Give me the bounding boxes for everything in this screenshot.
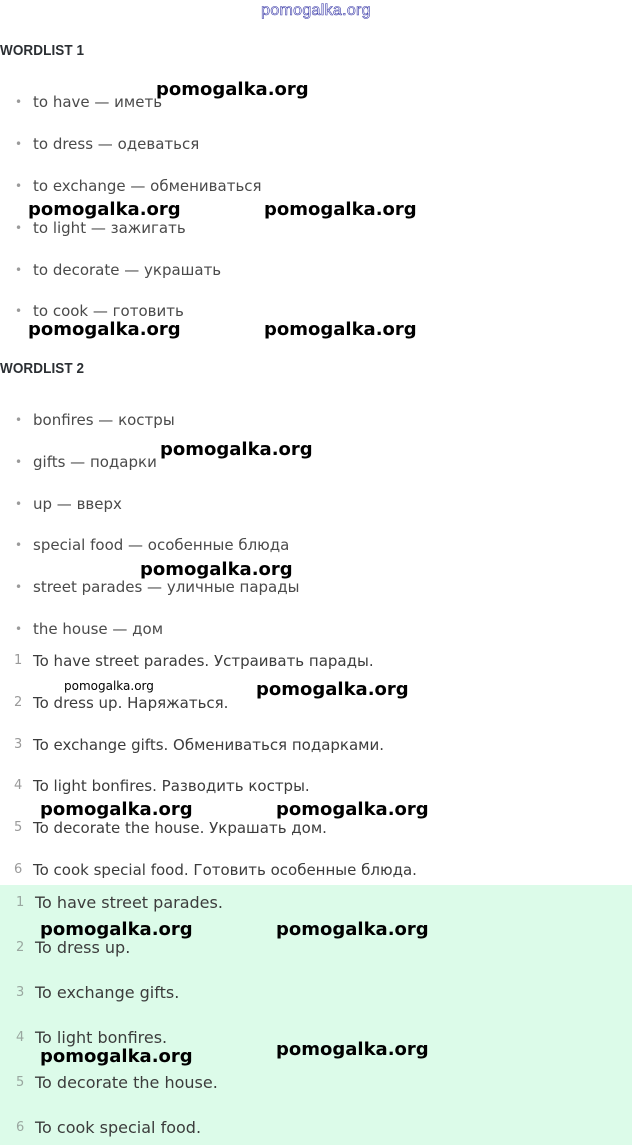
watermark: pomogalka.org <box>156 79 309 100</box>
wordlist-2-item-text: the house — дом <box>33 620 164 638</box>
sentence-number: 5 <box>14 820 23 835</box>
wordlist-2-item-text: gifts — подарки <box>33 453 157 471</box>
watermark: pomogalka.org <box>276 1039 429 1060</box>
watermark: pomogalka.org <box>28 199 181 220</box>
watermark: pomogalka.org <box>264 199 417 220</box>
answer-number: 4 <box>16 1030 25 1045</box>
watermark: pomogalka.org <box>160 439 313 460</box>
sentence-text: To exchange gifts. Обмениваться подарками. <box>33 736 385 754</box>
sentence-text: To decorate the house. Украшать дом. <box>33 819 327 837</box>
watermark: pomogalka.org <box>276 799 429 820</box>
wordlist-2-item-text: special food — особенные блюда <box>33 536 290 554</box>
bullet-icon: • <box>15 580 23 594</box>
answer-text: To exchange gifts. <box>35 983 180 1002</box>
wordlist-1-heading: WORDLIST 1 <box>0 42 85 59</box>
sentence-text: To dress up. Наряжаться. <box>33 694 229 712</box>
answer-text: To cook special food. <box>35 1118 202 1137</box>
bullet-icon: • <box>15 622 23 636</box>
bullet-icon: • <box>15 304 23 318</box>
sentence-number: 3 <box>14 737 23 752</box>
bullet-icon: • <box>15 263 23 277</box>
answer-number: 3 <box>16 985 25 1000</box>
bullet-icon: • <box>15 455 23 469</box>
bullet-icon: • <box>15 221 23 235</box>
watermark: pomogalka.org <box>140 559 293 580</box>
wordlist-1-item-text: to decorate — украшать <box>33 261 222 279</box>
answer-text: To dress up. <box>35 938 131 957</box>
answer-text: To decorate the house. <box>35 1073 218 1092</box>
watermark: pomogalka.org <box>40 799 193 820</box>
sentence-number: 2 <box>14 695 23 710</box>
wordlist-1-item-text: to exchange — обмениваться <box>33 177 262 195</box>
bullet-icon: • <box>15 538 23 552</box>
watermark: pomogalka.org <box>256 679 409 700</box>
sentence-number: 6 <box>14 862 23 877</box>
answer-text: To light bonfires. <box>35 1028 168 1047</box>
wordlist-2-item-text: bonfires — костры <box>33 411 175 429</box>
site-header-link[interactable]: pomogalka.org <box>261 2 371 19</box>
bullet-icon: • <box>15 95 23 109</box>
sentence-text: To light bonfires. Разводить костры. <box>33 777 310 795</box>
answer-text: To have street parades. <box>35 893 223 912</box>
answer-number: 5 <box>16 1075 25 1090</box>
wordlist-2-heading: WORDLIST 2 <box>0 360 85 377</box>
wordlist-1-item-text: to light — зажигать <box>33 219 186 237</box>
watermark: pomogalka.org <box>28 319 181 340</box>
bullet-icon: • <box>15 137 23 151</box>
wordlist-1-item-text: to dress — одеваться <box>33 135 200 153</box>
sentence-number: 4 <box>14 778 23 793</box>
answer-number: 1 <box>16 895 25 910</box>
answer-number: 2 <box>16 940 25 955</box>
watermark: pomogalka.org <box>264 319 417 340</box>
sentence-number: 1 <box>14 653 23 668</box>
watermark: pomogalka.org <box>276 919 429 940</box>
bullet-icon: • <box>15 179 23 193</box>
wordlist-2-item-text: up — вверх <box>33 495 122 513</box>
bullet-icon: • <box>15 413 23 427</box>
answer-number: 6 <box>16 1120 25 1135</box>
sentence-text: To have street parades. Устраивать парады. <box>33 652 374 670</box>
watermark: pomogalka.org <box>64 679 154 693</box>
wordlist-1-item-text: to have — иметь <box>33 93 163 111</box>
sentence-text: To cook special food. Готовить особенные блюда. <box>33 861 417 879</box>
wordlist-2-item-text: street parades — уличные парады <box>33 578 300 596</box>
wordlist-1-item-text: to cook — готовить <box>33 302 184 320</box>
watermark: pomogalka.org <box>40 1046 193 1067</box>
bullet-icon: • <box>15 497 23 511</box>
watermark: pomogalka.org <box>40 919 193 940</box>
